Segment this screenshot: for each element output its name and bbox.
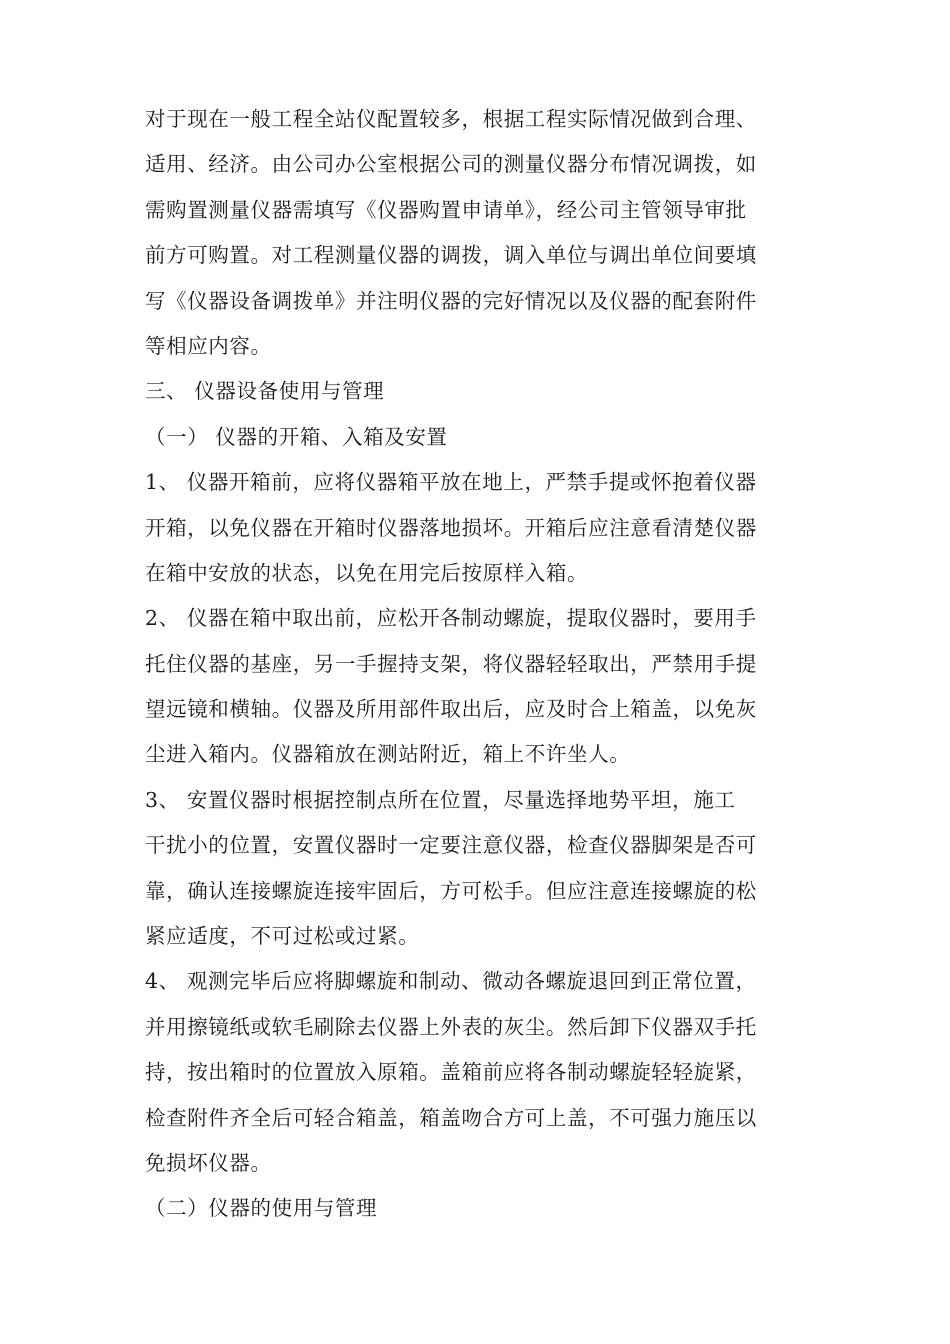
document-body <box>145 97 805 1232</box>
text-line: 托住仪器的基座，另一手握持支架，将仪器轻轻取出，严禁用手提 <box>145 651 757 676</box>
text-line: 3、 安置仪器时根据控制点所在位置，尽量选择地势平坦，施工 <box>145 787 736 812</box>
text-line: 持，按出箱时的位置放入原箱。盖箱前应将各制动螺旋轻轻旋紧， <box>145 1060 757 1085</box>
text-line: 干扰小的位置，安置仪器时一定要注意仪器，检查仪器脚架是否可 <box>145 833 757 858</box>
text-line: 1、 仪器开箱前，应将仪器箱平放在地上，严禁手提或怀抱着仪器 <box>145 470 757 495</box>
text-line: 望远镜和横轴。仪器及所用部件取出后，应及时合上箱盖，以免灰 <box>145 697 757 722</box>
text-line: 紧应适度，不可过松或过紧。 <box>145 924 420 949</box>
text-line: 对于现在一般工程全站仪配置较多，根据工程实际情况做到合理、 <box>145 107 757 131</box>
text-line: 写《仪器设备调拨单》并注明仪器的完好情况以及仪器的配套附件 <box>145 288 757 313</box>
text-line: 尘进入箱内。仪器箱放在测站附近，箱上不许坐人。 <box>145 742 631 767</box>
text-line: 需购置测量仪器需填写《仪器购置申请单》，经公司主管领导审批 <box>145 197 747 222</box>
text-line: 等相应内容。 <box>145 333 272 358</box>
subsection-heading: （一） 仪器的开箱、入箱及安置 <box>145 424 448 449</box>
text-line: 适用、经济。由公司办公室根据公司的测量仪器分布情况调拨，如 <box>145 152 757 177</box>
text-line: 前方可购置。对工程测量仪器的调拨，调入单位与调出单位间要填 <box>145 243 757 268</box>
text-line: 免损坏仪器。 <box>145 1150 272 1175</box>
text-line: 检查附件齐全后可轻合箱盖，箱盖吻合方可上盖，不可强力施压以 <box>145 1105 757 1130</box>
text-line: 在箱中安放的状态，以免在用完后按原样入箱。 <box>145 560 589 585</box>
text-line: 2、 仪器在箱中取出前，应松开各制动螺旋，提取仪器时，要用手 <box>145 606 757 631</box>
text-line: 靠，确认连接螺旋连接牢固后，方可松手。但应注意连接螺旋的松 <box>145 878 757 903</box>
text-line: 开箱，以免仪器在开箱时仪器落地损坏。开箱后应注意看清楚仪器 <box>145 515 757 540</box>
section-heading: 三、 仪器设备使用与管理 <box>145 379 385 404</box>
text-line: 并用擦镜纸或软毛刷除去仪器上外表的灰尘。然后卸下仪器双手托 <box>145 1014 757 1039</box>
subsection-heading: （二）仪器的使用与管理 <box>145 1196 378 1221</box>
text-line: 4、 观测完毕后应将脚螺旋和制动、微动各螺旋退回到正常位置， <box>145 969 757 994</box>
